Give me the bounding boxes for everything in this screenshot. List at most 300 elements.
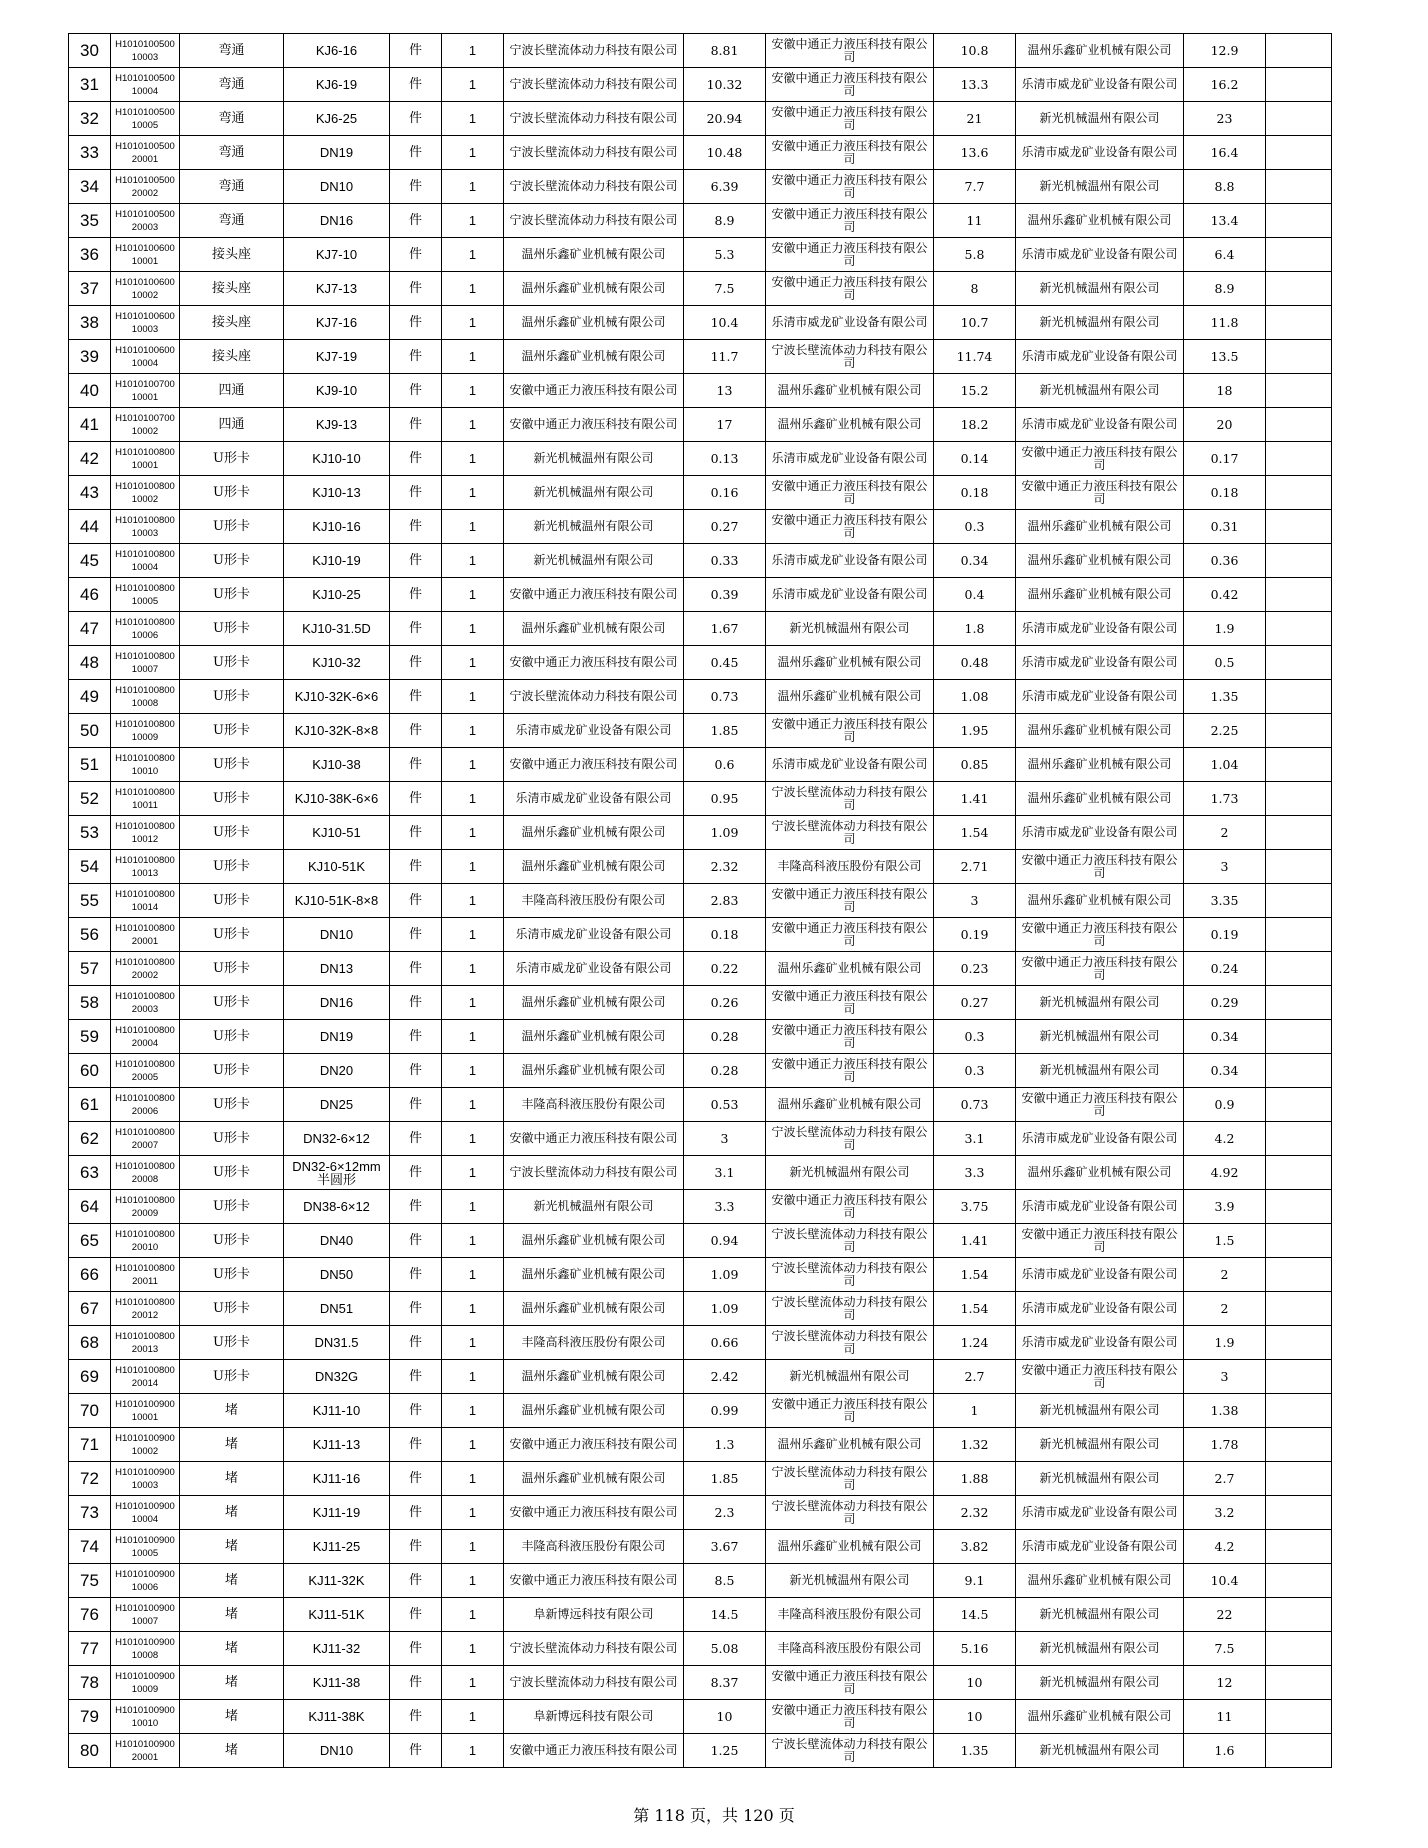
item-name-cell: U形卡	[180, 1292, 284, 1326]
price-1-cell: 5.3	[684, 238, 766, 272]
price-2-cell: 3.3	[934, 1156, 1016, 1190]
quantity-cell: 1	[442, 442, 504, 476]
supplier-2-cell: 安徽中通正力液压科技有限公司	[766, 1394, 934, 1428]
supplier-3-cell: 新光机械温州有限公司	[1016, 374, 1184, 408]
spec-cell: DN25	[284, 1088, 390, 1122]
remark-cell	[1266, 68, 1332, 102]
row-number-cell: 59	[69, 1020, 111, 1054]
table-row	[69, 578, 1332, 612]
price-1-cell: 1.67	[684, 612, 766, 646]
supplier-3-cell: 乐清市威龙矿业设备有限公司	[1016, 816, 1184, 850]
supplier-2-cell: 温州乐鑫矿业机械有限公司	[766, 1088, 934, 1122]
item-name-cell: U形卡	[180, 816, 284, 850]
row-number-cell: 47	[69, 612, 111, 646]
row-number-cell: 79	[69, 1700, 111, 1734]
item-name-cell: U形卡	[180, 986, 284, 1020]
row-number-cell: 56	[69, 918, 111, 952]
spec-cell: KJ6-25	[284, 102, 390, 136]
item-name-cell: U形卡	[180, 646, 284, 680]
unit-cell: 件	[390, 1054, 442, 1088]
quantity-cell: 1	[442, 68, 504, 102]
spec-cell: KJ6-19	[284, 68, 390, 102]
unit-cell: 件	[390, 1496, 442, 1530]
item-name-cell: U形卡	[180, 612, 284, 646]
unit-cell: 件	[390, 408, 442, 442]
supplier-2-cell: 宁波长壁流体动力科技有限公司	[766, 1496, 934, 1530]
price-2-cell: 9.1	[934, 1564, 1016, 1598]
material-code-cell: H101010080010004	[111, 544, 180, 578]
material-code-cell: H101010090010010	[111, 1700, 180, 1734]
supplier-3-cell: 温州乐鑫矿业机械有限公司	[1016, 544, 1184, 578]
row-number-cell: 32	[69, 102, 111, 136]
supplier-2-cell: 丰隆高科液压股份有限公司	[766, 850, 934, 884]
table-row	[69, 1326, 1332, 1360]
quantity-cell: 1	[442, 884, 504, 918]
item-name-cell: U形卡	[180, 1122, 284, 1156]
unit-cell: 件	[390, 1666, 442, 1700]
price-2-cell: 13.6	[934, 136, 1016, 170]
item-name-cell: U形卡	[180, 1054, 284, 1088]
spec-cell: KJ10-13	[284, 476, 390, 510]
unit-cell: 件	[390, 1122, 442, 1156]
unit-cell: 件	[390, 1734, 442, 1768]
price-1-cell: 3.3	[684, 1190, 766, 1224]
supplier-2-cell: 安徽中通正力液压科技有限公司	[766, 34, 934, 68]
quantity-cell: 1	[442, 238, 504, 272]
row-number-cell: 43	[69, 476, 111, 510]
table-row	[69, 1666, 1332, 1700]
price-1-cell: 0.94	[684, 1224, 766, 1258]
unit-cell: 件	[390, 986, 442, 1020]
item-name-cell: U形卡	[180, 748, 284, 782]
item-name-cell: 弯通	[180, 204, 284, 238]
supplier-1-cell: 安徽中通正力液压科技有限公司	[504, 1122, 684, 1156]
material-code-cell: H101010080020006	[111, 1088, 180, 1122]
supplier-3-cell: 乐清市威龙矿业设备有限公司	[1016, 1122, 1184, 1156]
unit-cell: 件	[390, 544, 442, 578]
supplier-1-cell: 宁波长壁流体动力科技有限公司	[504, 1666, 684, 1700]
price-2-cell: 0.27	[934, 986, 1016, 1020]
remark-cell	[1266, 1632, 1332, 1666]
price-2-cell: 8	[934, 272, 1016, 306]
price-3-cell: 12	[1184, 1666, 1266, 1700]
remark-cell	[1266, 1700, 1332, 1734]
price-1-cell: 7.5	[684, 272, 766, 306]
supplier-1-cell: 新光机械温州有限公司	[504, 544, 684, 578]
row-number-cell: 31	[69, 68, 111, 102]
supplier-2-cell: 宁波长壁流体动力科技有限公司	[766, 1462, 934, 1496]
unit-cell: 件	[390, 1360, 442, 1394]
table-row	[69, 1394, 1332, 1428]
table-row	[69, 170, 1332, 204]
row-number-cell: 35	[69, 204, 111, 238]
price-1-cell: 0.16	[684, 476, 766, 510]
spec-cell: KJ11-19	[284, 1496, 390, 1530]
quantity-cell: 1	[442, 1632, 504, 1666]
supplier-1-cell: 新光机械温州有限公司	[504, 442, 684, 476]
price-2-cell: 1.41	[934, 1224, 1016, 1258]
unit-cell: 件	[390, 1394, 442, 1428]
spec-cell: KJ10-32	[284, 646, 390, 680]
price-1-cell: 0.33	[684, 544, 766, 578]
row-number-cell: 46	[69, 578, 111, 612]
material-code-cell: H101010080010011	[111, 782, 180, 816]
price-1-cell: 1.85	[684, 1462, 766, 1496]
supplier-3-cell: 乐清市威龙矿业设备有限公司	[1016, 612, 1184, 646]
price-1-cell: 0.6	[684, 748, 766, 782]
row-number-cell: 73	[69, 1496, 111, 1530]
supplier-2-cell: 宁波长壁流体动力科技有限公司	[766, 1734, 934, 1768]
material-code-cell: H101010090010004	[111, 1496, 180, 1530]
item-name-cell: 弯通	[180, 68, 284, 102]
row-number-cell: 38	[69, 306, 111, 340]
price-1-cell: 11.7	[684, 340, 766, 374]
price-3-cell: 13.4	[1184, 204, 1266, 238]
row-number-cell: 80	[69, 1734, 111, 1768]
table-row	[69, 1258, 1332, 1292]
quantity-cell: 1	[442, 986, 504, 1020]
remark-cell	[1266, 1530, 1332, 1564]
price-3-cell: 1.38	[1184, 1394, 1266, 1428]
supplier-1-cell: 温州乐鑫矿业机械有限公司	[504, 1258, 684, 1292]
spec-cell: KJ10-32K-8×8	[284, 714, 390, 748]
remark-cell	[1266, 1258, 1332, 1292]
quantity-cell: 1	[442, 918, 504, 952]
supplier-2-cell: 新光机械温州有限公司	[766, 1564, 934, 1598]
unit-cell: 件	[390, 612, 442, 646]
supplier-2-cell: 乐清市威龙矿业设备有限公司	[766, 442, 934, 476]
material-code-cell: H101010080010001	[111, 442, 180, 476]
item-name-cell: U形卡	[180, 850, 284, 884]
quantity-cell: 1	[442, 850, 504, 884]
supplier-2-cell: 温州乐鑫矿业机械有限公司	[766, 680, 934, 714]
remark-cell	[1266, 272, 1332, 306]
price-3-cell: 11	[1184, 1700, 1266, 1734]
remark-cell	[1266, 1360, 1332, 1394]
price-3-cell: 0.17	[1184, 442, 1266, 476]
supplier-3-cell: 乐清市威龙矿业设备有限公司	[1016, 1292, 1184, 1326]
remark-cell	[1266, 782, 1332, 816]
table-row	[69, 1428, 1332, 1462]
supplier-1-cell: 温州乐鑫矿业机械有限公司	[504, 1292, 684, 1326]
supplier-3-cell: 乐清市威龙矿业设备有限公司	[1016, 340, 1184, 374]
item-name-cell: U形卡	[180, 952, 284, 986]
price-2-cell: 0.85	[934, 748, 1016, 782]
table-row	[69, 1156, 1332, 1190]
row-number-cell: 30	[69, 34, 111, 68]
item-name-cell: U形卡	[180, 680, 284, 714]
price-3-cell: 3	[1184, 850, 1266, 884]
spec-cell: KJ11-16	[284, 1462, 390, 1496]
unit-cell: 件	[390, 102, 442, 136]
remark-cell	[1266, 1122, 1332, 1156]
supplier-2-cell: 温州乐鑫矿业机械有限公司	[766, 408, 934, 442]
table-row	[69, 544, 1332, 578]
price-1-cell: 1.25	[684, 1734, 766, 1768]
price-3-cell: 0.34	[1184, 1054, 1266, 1088]
supplier-1-cell: 宁波长壁流体动力科技有限公司	[504, 34, 684, 68]
price-1-cell: 17	[684, 408, 766, 442]
material-code-cell: H101010080020008	[111, 1156, 180, 1190]
price-2-cell: 0.48	[934, 646, 1016, 680]
table-row	[69, 340, 1332, 374]
supplier-3-cell: 乐清市威龙矿业设备有限公司	[1016, 238, 1184, 272]
supplier-3-cell: 安徽中通正力液压科技有限公司	[1016, 442, 1184, 476]
item-name-cell: U形卡	[180, 1224, 284, 1258]
supplier-2-cell: 温州乐鑫矿业机械有限公司	[766, 374, 934, 408]
row-number-cell: 53	[69, 816, 111, 850]
price-2-cell: 0.3	[934, 510, 1016, 544]
quantity-cell: 1	[442, 1156, 504, 1190]
price-3-cell: 1.5	[1184, 1224, 1266, 1258]
supplier-3-cell: 安徽中通正力液压科技有限公司	[1016, 918, 1184, 952]
row-number-cell: 76	[69, 1598, 111, 1632]
material-code-cell: H101010050010005	[111, 102, 180, 136]
row-number-cell: 33	[69, 136, 111, 170]
row-number-cell: 57	[69, 952, 111, 986]
table-row	[69, 1462, 1332, 1496]
material-code-cell: H101010080010009	[111, 714, 180, 748]
supplier-1-cell: 乐清市威龙矿业设备有限公司	[504, 782, 684, 816]
remark-cell	[1266, 952, 1332, 986]
supplier-3-cell: 温州乐鑫矿业机械有限公司	[1016, 1700, 1184, 1734]
supplier-2-cell: 温州乐鑫矿业机械有限公司	[766, 646, 934, 680]
unit-cell: 件	[390, 680, 442, 714]
quantity-cell: 1	[442, 1394, 504, 1428]
table-row	[69, 102, 1332, 136]
table-row	[69, 612, 1332, 646]
price-3-cell: 1.04	[1184, 748, 1266, 782]
unit-cell: 件	[390, 272, 442, 306]
unit-cell: 件	[390, 646, 442, 680]
supplier-2-cell: 安徽中通正力液压科技有限公司	[766, 918, 934, 952]
item-name-cell: 堵	[180, 1530, 284, 1564]
material-code-cell: H101010080020004	[111, 1020, 180, 1054]
table-row	[69, 1496, 1332, 1530]
spec-cell: KJ10-19	[284, 544, 390, 578]
remark-cell	[1266, 1088, 1332, 1122]
price-2-cell: 10.7	[934, 306, 1016, 340]
table-row	[69, 476, 1332, 510]
supplier-2-cell: 宁波长壁流体动力科技有限公司	[766, 782, 934, 816]
price-1-cell: 5.08	[684, 1632, 766, 1666]
supplier-3-cell: 乐清市威龙矿业设备有限公司	[1016, 408, 1184, 442]
remark-cell	[1266, 136, 1332, 170]
table-row	[69, 1734, 1332, 1768]
price-2-cell: 21	[934, 102, 1016, 136]
price-2-cell: 0.19	[934, 918, 1016, 952]
table-row	[69, 1700, 1332, 1734]
row-number-cell: 62	[69, 1122, 111, 1156]
price-1-cell: 10.48	[684, 136, 766, 170]
price-1-cell: 0.28	[684, 1020, 766, 1054]
material-code-cell: H101010090010006	[111, 1564, 180, 1598]
remark-cell	[1266, 1666, 1332, 1700]
spec-cell: DN13	[284, 952, 390, 986]
material-code-cell: H101010060010003	[111, 306, 180, 340]
supplier-1-cell: 阜新博远科技有限公司	[504, 1598, 684, 1632]
unit-cell: 件	[390, 1598, 442, 1632]
material-code-cell: H101010080010014	[111, 884, 180, 918]
table-row	[69, 306, 1332, 340]
price-3-cell: 8.8	[1184, 170, 1266, 204]
price-2-cell: 2.7	[934, 1360, 1016, 1394]
supplier-2-cell: 新光机械温州有限公司	[766, 1360, 934, 1394]
item-name-cell: U形卡	[180, 1326, 284, 1360]
price-1-cell: 1.09	[684, 1292, 766, 1326]
supplier-2-cell: 安徽中通正力液压科技有限公司	[766, 102, 934, 136]
table-row	[69, 1054, 1332, 1088]
spec-cell: KJ7-19	[284, 340, 390, 374]
item-name-cell: 堵	[180, 1666, 284, 1700]
quantity-cell: 1	[442, 136, 504, 170]
price-2-cell: 0.3	[934, 1020, 1016, 1054]
supplier-3-cell: 新光机械温州有限公司	[1016, 102, 1184, 136]
remark-cell	[1266, 884, 1332, 918]
supplier-3-cell: 乐清市威龙矿业设备有限公司	[1016, 1258, 1184, 1292]
spec-cell: DN40	[284, 1224, 390, 1258]
table-row	[69, 782, 1332, 816]
price-1-cell: 3.67	[684, 1530, 766, 1564]
price-1-cell: 0.27	[684, 510, 766, 544]
quantity-cell: 1	[442, 782, 504, 816]
supplier-3-cell: 温州乐鑫矿业机械有限公司	[1016, 578, 1184, 612]
supplier-2-cell: 安徽中通正力液压科技有限公司	[766, 884, 934, 918]
price-1-cell: 0.53	[684, 1088, 766, 1122]
price-2-cell: 1.32	[934, 1428, 1016, 1462]
unit-cell: 件	[390, 510, 442, 544]
item-name-cell: U形卡	[180, 782, 284, 816]
item-name-cell: 堵	[180, 1734, 284, 1768]
supplier-2-cell: 安徽中通正力液压科技有限公司	[766, 68, 934, 102]
price-2-cell: 5.8	[934, 238, 1016, 272]
procurement-table	[68, 33, 1332, 1768]
item-name-cell: U形卡	[180, 1088, 284, 1122]
price-3-cell: 0.42	[1184, 578, 1266, 612]
supplier-2-cell: 宁波长壁流体动力科技有限公司	[766, 1292, 934, 1326]
item-name-cell: 接头座	[180, 238, 284, 272]
supplier-2-cell: 丰隆高科液压股份有限公司	[766, 1598, 934, 1632]
spec-cell: KJ10-51K	[284, 850, 390, 884]
price-1-cell: 8.5	[684, 1564, 766, 1598]
unit-cell: 件	[390, 136, 442, 170]
supplier-1-cell: 丰隆高科液压股份有限公司	[504, 1326, 684, 1360]
price-2-cell: 1.24	[934, 1326, 1016, 1360]
row-number-cell: 70	[69, 1394, 111, 1428]
remark-cell	[1266, 646, 1332, 680]
supplier-3-cell: 新光机械温州有限公司	[1016, 1394, 1184, 1428]
price-2-cell: 0.34	[934, 544, 1016, 578]
supplier-3-cell: 乐清市威龙矿业设备有限公司	[1016, 646, 1184, 680]
row-number-cell: 55	[69, 884, 111, 918]
table-row	[69, 1088, 1332, 1122]
spec-cell: KJ11-25	[284, 1530, 390, 1564]
price-2-cell: 5.16	[934, 1632, 1016, 1666]
price-3-cell: 3.2	[1184, 1496, 1266, 1530]
quantity-cell: 1	[442, 374, 504, 408]
supplier-1-cell: 乐清市威龙矿业设备有限公司	[504, 714, 684, 748]
price-2-cell: 18.2	[934, 408, 1016, 442]
supplier-3-cell: 安徽中通正力液压科技有限公司	[1016, 476, 1184, 510]
row-number-cell: 58	[69, 986, 111, 1020]
remark-cell	[1266, 1224, 1332, 1258]
row-number-cell: 71	[69, 1428, 111, 1462]
remark-cell	[1266, 1156, 1332, 1190]
unit-cell: 件	[390, 850, 442, 884]
quantity-cell: 1	[442, 612, 504, 646]
supplier-3-cell: 安徽中通正力液压科技有限公司	[1016, 1088, 1184, 1122]
spec-cell: DN32G	[284, 1360, 390, 1394]
unit-cell: 件	[390, 1428, 442, 1462]
quantity-cell: 1	[442, 1462, 504, 1496]
quantity-cell: 1	[442, 952, 504, 986]
supplier-3-cell: 新光机械温州有限公司	[1016, 1428, 1184, 1462]
quantity-cell: 1	[442, 102, 504, 136]
supplier-3-cell: 新光机械温州有限公司	[1016, 1020, 1184, 1054]
item-name-cell: U形卡	[180, 1020, 284, 1054]
price-3-cell: 0.36	[1184, 544, 1266, 578]
supplier-1-cell: 温州乐鑫矿业机械有限公司	[504, 1020, 684, 1054]
supplier-1-cell: 宁波长壁流体动力科技有限公司	[504, 680, 684, 714]
price-3-cell: 0.18	[1184, 476, 1266, 510]
unit-cell: 件	[390, 238, 442, 272]
supplier-1-cell: 宁波长壁流体动力科技有限公司	[504, 68, 684, 102]
price-3-cell: 16.2	[1184, 68, 1266, 102]
unit-cell: 件	[390, 476, 442, 510]
unit-cell: 件	[390, 1020, 442, 1054]
unit-cell: 件	[390, 340, 442, 374]
spec-cell: DN16	[284, 204, 390, 238]
price-1-cell: 20.94	[684, 102, 766, 136]
quantity-cell: 1	[442, 1734, 504, 1768]
price-1-cell: 3.1	[684, 1156, 766, 1190]
material-code-cell: H101010080010005	[111, 578, 180, 612]
table-row	[69, 136, 1332, 170]
material-code-cell: H101010090010005	[111, 1530, 180, 1564]
item-name-cell: U形卡	[180, 714, 284, 748]
price-3-cell: 4.92	[1184, 1156, 1266, 1190]
table-row	[69, 986, 1332, 1020]
material-code-cell: H101010050010004	[111, 68, 180, 102]
price-3-cell: 10.4	[1184, 1564, 1266, 1598]
supplier-1-cell: 温州乐鑫矿业机械有限公司	[504, 1360, 684, 1394]
price-2-cell: 15.2	[934, 374, 1016, 408]
quantity-cell: 1	[442, 748, 504, 782]
remark-cell	[1266, 1496, 1332, 1530]
spec-cell: KJ10-10	[284, 442, 390, 476]
table-row	[69, 510, 1332, 544]
quantity-cell: 1	[442, 1224, 504, 1258]
price-2-cell: 3.75	[934, 1190, 1016, 1224]
remark-cell	[1266, 1428, 1332, 1462]
material-code-cell: H101010080020002	[111, 952, 180, 986]
material-code-cell: H101010050010003	[111, 34, 180, 68]
quantity-cell: 1	[442, 1292, 504, 1326]
remark-cell	[1266, 544, 1332, 578]
unit-cell: 件	[390, 170, 442, 204]
supplier-1-cell: 宁波长壁流体动力科技有限公司	[504, 136, 684, 170]
price-2-cell: 1.54	[934, 1258, 1016, 1292]
supplier-3-cell: 新光机械温州有限公司	[1016, 1462, 1184, 1496]
price-1-cell: 0.28	[684, 1054, 766, 1088]
supplier-3-cell: 新光机械温州有限公司	[1016, 1734, 1184, 1768]
price-1-cell: 1.09	[684, 816, 766, 850]
item-name-cell: U形卡	[180, 578, 284, 612]
supplier-2-cell: 安徽中通正力液压科技有限公司	[766, 986, 934, 1020]
spec-cell: DN32-6×12	[284, 1122, 390, 1156]
row-number-cell: 50	[69, 714, 111, 748]
material-code-cell: H101010090010003	[111, 1462, 180, 1496]
